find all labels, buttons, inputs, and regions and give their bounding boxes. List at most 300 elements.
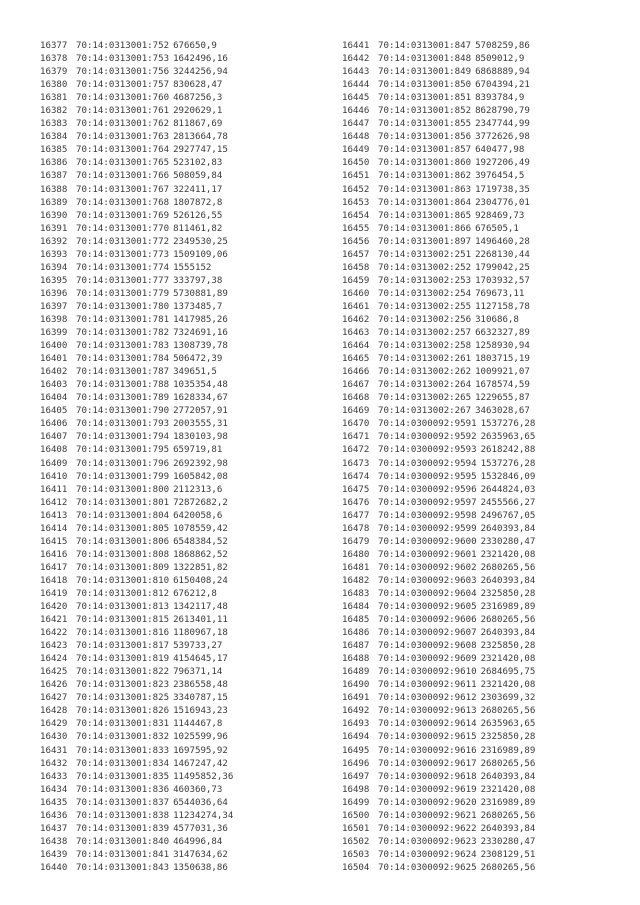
record-number: 16424 <box>40 654 68 665</box>
record-row <box>40 431 233 444</box>
record-value: 4687256,3 <box>173 93 223 104</box>
record-row <box>40 588 233 601</box>
record-row <box>342 862 535 875</box>
cadastral-number: 70:14:0313001:804 <box>76 510 170 521</box>
record-number: 16419 <box>40 588 68 599</box>
record-value: 659719,81 <box>173 445 223 456</box>
cadastral-number: 70:14:0300092:9624 <box>378 849 477 860</box>
record-value: 2680265,56 <box>480 562 536 573</box>
cadastral-number: 70:14:0300092:9591 <box>378 419 477 430</box>
record-number: 16379 <box>40 67 68 78</box>
record-value: 1035354,48 <box>173 380 228 391</box>
record-number: 16466 <box>342 367 370 378</box>
record-row <box>342 79 535 92</box>
record-number: 16502 <box>342 836 370 847</box>
record-number: 16396 <box>40 288 68 299</box>
record-number: 16500 <box>342 810 370 821</box>
record-number: 16482 <box>342 575 370 586</box>
cadastral-number: 70:14:0313001:756 <box>76 67 170 78</box>
record-value: 2349530,25 <box>173 236 228 247</box>
record-row <box>40 53 233 66</box>
cadastral-number: 70:14:0313001:768 <box>76 197 170 208</box>
record-value: 11234274,34 <box>173 810 234 821</box>
record-number: 16449 <box>342 145 370 156</box>
record-row <box>40 210 233 223</box>
cadastral-number: 70:14:0300092:9599 <box>378 523 477 534</box>
record-value: 676505,1 <box>475 223 519 234</box>
record-number: 16411 <box>40 484 68 495</box>
record-row <box>342 745 535 758</box>
cadastral-number: 70:14:0313001:805 <box>76 523 170 534</box>
cadastral-number: 70:14:0300092:9600 <box>378 536 477 547</box>
record-number: 16472 <box>342 445 370 456</box>
record-row <box>342 810 535 823</box>
record-row <box>342 679 535 692</box>
record-value: 1373485,7 <box>173 301 223 312</box>
record-row <box>342 314 535 327</box>
record-row <box>40 771 233 784</box>
cadastral-number: 70:14:0313001:767 <box>76 184 170 195</box>
cadastral-number: 70:14:0313001:816 <box>76 628 170 639</box>
record-value: 6548384,52 <box>173 536 228 547</box>
record-value: 1628334,67 <box>173 393 228 404</box>
record-row <box>40 718 233 731</box>
record-value: 8628790,79 <box>475 106 530 117</box>
record-number: 16432 <box>40 758 68 769</box>
record-value: 811867,69 <box>173 119 223 130</box>
cadastral-number: 70:14:0313001:757 <box>76 80 170 91</box>
record-number: 16383 <box>40 119 68 130</box>
record-value: 2640393,84 <box>480 575 536 586</box>
record-value: 5730881,89 <box>173 288 228 299</box>
record-row <box>40 236 233 249</box>
cadastral-number: 70:14:0300092:9621 <box>378 810 477 821</box>
record-row <box>40 314 233 327</box>
record-value: 1532846,09 <box>480 471 536 482</box>
record-row <box>342 614 535 627</box>
record-value: 2813664,78 <box>173 132 228 143</box>
record-row <box>342 262 535 275</box>
cadastral-number: 70:14:0300092:9620 <box>378 797 477 808</box>
record-value: 333797,38 <box>173 275 223 286</box>
cadastral-number: 70:14:0313001:808 <box>76 549 170 560</box>
cadastral-number: 70:14:0300092:9602 <box>378 562 477 573</box>
record-row <box>342 236 535 249</box>
record-row <box>342 210 535 223</box>
record-row <box>342 301 535 314</box>
record-number: 16404 <box>40 393 68 404</box>
record-number: 16444 <box>342 80 370 91</box>
record-value: 1537276,28 <box>480 458 536 469</box>
record-number: 16400 <box>40 341 68 352</box>
cadastral-number: 70:14:0313001:793 <box>76 419 170 430</box>
record-number: 16415 <box>40 536 68 547</box>
record-row <box>342 627 535 640</box>
cadastral-number: 70:14:0313002:262 <box>378 367 472 378</box>
record-row <box>40 692 233 705</box>
record-number: 16392 <box>40 236 68 247</box>
record-number: 16439 <box>40 849 68 860</box>
cadastral-number: 70:14:0313001:781 <box>76 314 170 325</box>
cadastral-number: 70:14:0300092:9618 <box>378 771 477 782</box>
record-value: 1417985,26 <box>173 314 228 325</box>
record-row <box>40 614 233 627</box>
record-number: 16394 <box>40 262 68 273</box>
cadastral-number: 70:14:0313001:826 <box>76 706 170 717</box>
record-value: 2644824,03 <box>480 484 536 495</box>
cadastral-number: 70:14:0313001:761 <box>76 106 170 117</box>
record-value: 2640393,84 <box>480 771 536 782</box>
record-number: 16460 <box>342 288 370 299</box>
cadastral-number: 70:14:0300092:9613 <box>378 706 477 717</box>
record-row <box>342 118 535 131</box>
cadastral-number: 70:14:0313001:790 <box>76 406 170 417</box>
record-row <box>40 471 233 484</box>
record-value: 2268130,44 <box>475 249 530 260</box>
record-value: 2635963,65 <box>480 719 536 730</box>
record-number: 16467 <box>342 380 370 391</box>
record-value: 2635963,65 <box>480 432 536 443</box>
cadastral-number: 70:14:0313001:794 <box>76 432 170 443</box>
record-number: 16420 <box>40 602 68 613</box>
record-row <box>40 301 233 314</box>
record-number: 16399 <box>40 328 68 339</box>
record-value: 506472,39 <box>173 354 223 365</box>
cadastral-number: 70:14:0313001:856 <box>378 132 472 143</box>
record-number: 16474 <box>342 471 370 482</box>
record-value: 6544036,64 <box>173 797 228 808</box>
record-value: 1605842,08 <box>173 471 228 482</box>
cadastral-number: 70:14:0313002:258 <box>378 341 472 352</box>
record-value: 6632327,89 <box>475 328 530 339</box>
record-number: 16481 <box>342 562 370 573</box>
record-value: 2330280,47 <box>480 536 536 547</box>
record-number: 16401 <box>40 354 68 365</box>
record-value: 1342117,48 <box>173 602 228 613</box>
record-number: 16437 <box>40 823 68 834</box>
cadastral-number: 70:14:0300092:9604 <box>378 588 477 599</box>
cadastral-number: 70:14:0313001:806 <box>76 536 170 547</box>
record-value: 2680265,56 <box>480 758 536 769</box>
record-row <box>342 797 535 810</box>
record-row <box>40 131 233 144</box>
record-value: 676650,9 <box>173 41 217 51</box>
cadastral-number: 70:14:0300092:9607 <box>378 628 477 639</box>
record-row <box>40 745 233 758</box>
record-value: 2321420,08 <box>480 549 536 560</box>
record-number: 16503 <box>342 849 370 860</box>
cadastral-number: 70:14:0313001:819 <box>76 654 170 665</box>
record-number: 16441 <box>342 41 370 51</box>
cadastral-number: 70:14:0313001:810 <box>76 575 170 586</box>
record-row <box>40 118 233 131</box>
record-number: 16485 <box>342 615 370 626</box>
cadastral-number: 70:14:0313001:796 <box>76 458 170 469</box>
record-value: 3976454,5 <box>475 171 525 182</box>
cadastral-number: 70:14:0313001:789 <box>76 393 170 404</box>
record-value: 2321420,08 <box>480 784 536 795</box>
record-value: 1642496,16 <box>173 54 228 65</box>
record-row <box>40 262 233 275</box>
record-number: 16476 <box>342 497 370 508</box>
record-row <box>40 92 233 105</box>
record-number: 16488 <box>342 654 370 665</box>
record-value: 1537276,28 <box>480 419 536 430</box>
cadastral-number: 70:14:0313001:783 <box>76 341 170 352</box>
record-value: 1509109,06 <box>173 249 228 260</box>
record-row <box>342 418 535 431</box>
record-number: 16445 <box>342 93 370 104</box>
cadastral-number: 70:14:0300092:9593 <box>378 445 477 456</box>
record-number: 16407 <box>40 432 68 443</box>
record-row <box>342 66 535 79</box>
record-value: 322411,17 <box>173 184 223 195</box>
record-value: 2640393,84 <box>480 523 536 534</box>
cadastral-number: 70:14:0313001:760 <box>76 93 170 104</box>
cadastral-number: 70:14:0300092:9606 <box>378 615 477 626</box>
record-value: 6420058,6 <box>173 510 223 521</box>
cadastral-number: 70:14:0313001:833 <box>76 745 170 756</box>
record-number: 16410 <box>40 471 68 482</box>
record-number: 16463 <box>342 328 370 339</box>
cadastral-number: 70:14:0300092:9594 <box>378 458 477 469</box>
record-number: 16446 <box>342 106 370 117</box>
record-row <box>40 444 233 457</box>
right-column <box>342 40 535 875</box>
cadastral-number: 70:14:0313001:847 <box>378 41 472 51</box>
cadastral-number: 70:14:0313001:848 <box>378 54 472 65</box>
cadastral-number: 70:14:0313002:257 <box>378 328 472 339</box>
record-value: 526126,55 <box>173 210 223 221</box>
record-value: 3463028,67 <box>475 406 530 417</box>
record-row <box>342 718 535 731</box>
cadastral-number: 70:14:0313001:752 <box>76 41 170 51</box>
record-row <box>40 536 233 549</box>
cadastral-number: 70:14:0300092:9609 <box>378 654 477 665</box>
record-value: 1703932,57 <box>475 275 530 286</box>
record-number: 16454 <box>342 210 370 221</box>
record-value: 2927747,15 <box>173 145 228 156</box>
record-row <box>342 184 535 197</box>
record-value: 811461,82 <box>173 223 223 234</box>
cadastral-number: 70:14:0313001:787 <box>76 367 170 378</box>
record-value: 1009921,07 <box>475 367 530 378</box>
record-number: 16468 <box>342 393 370 404</box>
record-number: 16459 <box>342 275 370 286</box>
cadastral-number: 70:14:0313001:849 <box>378 67 472 78</box>
record-value: 1803715,19 <box>475 354 530 365</box>
record-value: 523102,83 <box>173 158 223 169</box>
record-value: 310686,8 <box>475 314 519 325</box>
record-number: 16433 <box>40 771 68 782</box>
record-row <box>342 157 535 170</box>
cadastral-number: 70:14:0300092:9598 <box>378 510 477 521</box>
record-number: 16405 <box>40 406 68 417</box>
record-value: 2680265,56 <box>480 810 536 821</box>
record-number: 16473 <box>342 458 370 469</box>
record-number: 16496 <box>342 758 370 769</box>
record-value: 460360,73 <box>173 784 223 795</box>
record-row <box>40 405 233 418</box>
record-value: 539733,27 <box>173 641 223 652</box>
record-row <box>342 758 535 771</box>
record-number: 16398 <box>40 314 68 325</box>
record-row <box>342 105 535 118</box>
record-row <box>342 288 535 301</box>
record-row <box>342 379 535 392</box>
record-value: 2640393,84 <box>480 628 536 639</box>
cadastral-number: 70:14:0313001:773 <box>76 249 170 260</box>
record-number: 16478 <box>342 523 370 534</box>
cadastral-number: 70:14:0313001:850 <box>378 80 472 91</box>
cadastral-number: 70:14:0313002:264 <box>378 380 472 391</box>
record-number: 16491 <box>342 693 370 704</box>
cadastral-number: 70:14:0313001:780 <box>76 301 170 312</box>
cadastral-number: 70:14:0300092:9619 <box>378 784 477 795</box>
cadastral-number: 70:14:0313002:251 <box>378 249 472 260</box>
record-number: 16443 <box>342 67 370 78</box>
cadastral-number: 70:14:0313001:800 <box>76 484 170 495</box>
record-number: 16421 <box>40 615 68 626</box>
cadastral-number: 70:14:0300092:9610 <box>378 667 477 678</box>
cadastral-number: 70:14:0313001:841 <box>76 849 170 860</box>
record-value: 5708259,86 <box>475 41 530 51</box>
record-value: 4154645,17 <box>173 654 228 665</box>
record-number: 16402 <box>40 367 68 378</box>
record-value: 2304776,01 <box>475 197 530 208</box>
record-value: 2692392,98 <box>173 458 228 469</box>
cadastral-number: 70:14:0313001:813 <box>76 602 170 613</box>
record-value: 2772057,91 <box>173 406 228 417</box>
cadastral-number: 70:14:0313001:788 <box>76 380 170 391</box>
record-number: 16406 <box>40 419 68 430</box>
record-row <box>40 797 233 810</box>
cadastral-number: 70:14:0313001:822 <box>76 667 170 678</box>
record-row <box>342 823 535 836</box>
record-row <box>342 249 535 262</box>
record-number: 16382 <box>40 106 68 117</box>
cadastral-number: 70:14:0300092:9622 <box>378 823 477 834</box>
record-row <box>342 53 535 66</box>
cadastral-number: 70:14:0300092:9617 <box>378 758 477 769</box>
record-value: 4577031,36 <box>173 823 228 834</box>
record-number: 16381 <box>40 93 68 104</box>
record-number: 16487 <box>342 641 370 652</box>
record-row <box>40 758 233 771</box>
cadastral-number: 70:14:0313001:784 <box>76 354 170 365</box>
record-number: 16414 <box>40 523 68 534</box>
record-number: 16423 <box>40 641 68 652</box>
cadastral-number: 70:14:0313001:832 <box>76 732 170 743</box>
record-row <box>40 523 233 536</box>
cadastral-number: 70:14:0313001:762 <box>76 119 170 130</box>
record-row <box>342 444 535 457</box>
record-value: 1868862,52 <box>173 549 228 560</box>
cadastral-number: 70:14:0313001:766 <box>76 171 170 182</box>
record-value: 508059,84 <box>173 171 223 182</box>
record-row <box>40 823 233 836</box>
cadastral-number: 70:14:0313001:801 <box>76 497 170 508</box>
record-number: 16490 <box>342 680 370 691</box>
record-number: 16465 <box>342 354 370 365</box>
record-value: 7324691,16 <box>173 328 228 339</box>
record-number: 16427 <box>40 693 68 704</box>
cadastral-number: 70:14:0313001:834 <box>76 758 170 769</box>
record-value: 8393784,9 <box>475 93 525 104</box>
cadastral-number: 70:14:0313001:779 <box>76 288 170 299</box>
record-number: 16422 <box>40 628 68 639</box>
record-row <box>342 366 535 379</box>
record-number: 16483 <box>342 588 370 599</box>
record-row <box>40 836 233 849</box>
record-value: 1496460,28 <box>475 236 530 247</box>
record-row <box>342 197 535 210</box>
record-value: 2386558,48 <box>173 680 228 691</box>
record-row <box>40 144 233 157</box>
record-row <box>342 666 535 679</box>
cadastral-number: 70:14:0313001:865 <box>378 210 472 221</box>
record-row <box>342 536 535 549</box>
record-row <box>342 510 535 523</box>
record-row <box>40 79 233 92</box>
record-value: 6150408,24 <box>173 575 228 586</box>
record-number: 16453 <box>342 197 370 208</box>
record-value: 1127158,78 <box>475 301 530 312</box>
cadastral-number: 70:14:0313001:770 <box>76 223 170 234</box>
record-number: 16435 <box>40 797 68 808</box>
cadastral-number: 70:14:0300092:9623 <box>378 836 477 847</box>
record-number: 16494 <box>342 732 370 743</box>
cadastral-number: 70:14:0313001:866 <box>378 223 472 234</box>
record-value: 2325850,28 <box>480 732 536 743</box>
record-row <box>40 66 233 79</box>
record-row <box>342 170 535 183</box>
cadastral-number: 70:14:0313001:863 <box>378 184 472 195</box>
cadastral-number: 70:14:0313001:774 <box>76 262 170 273</box>
record-value: 349651,5 <box>173 367 217 378</box>
record-value: 72872682,2 <box>173 497 228 508</box>
cadastral-number: 70:14:0300092:9605 <box>378 602 477 613</box>
record-row <box>342 40 535 53</box>
record-value: 3772626,98 <box>475 132 530 143</box>
cadastral-number: 70:14:0313001:777 <box>76 275 170 286</box>
cadastral-number: 70:14:0313002:261 <box>378 354 472 365</box>
record-number: 16389 <box>40 197 68 208</box>
record-number: 16492 <box>342 706 370 717</box>
record-value: 676212,8 <box>173 588 217 599</box>
record-value: 2920629,1 <box>173 106 223 117</box>
record-value: 6704394,21 <box>475 80 530 91</box>
cadastral-number: 70:14:0300092:9595 <box>378 471 477 482</box>
record-value: 1697595,92 <box>173 745 228 756</box>
record-number: 16385 <box>40 145 68 156</box>
record-value: 1229655,87 <box>475 393 530 404</box>
record-row <box>40 40 233 53</box>
record-row <box>40 340 233 353</box>
record-value: 2347744,99 <box>475 119 530 130</box>
record-number: 16416 <box>40 549 68 560</box>
cadastral-number: 70:14:0300092:9592 <box>378 432 477 443</box>
record-value: 769673,11 <box>475 288 525 299</box>
record-row <box>342 223 535 236</box>
record-row <box>342 836 535 849</box>
record-number: 16384 <box>40 132 68 143</box>
record-value: 2303699,32 <box>480 693 536 704</box>
record-number: 16434 <box>40 784 68 795</box>
record-row <box>40 418 233 431</box>
record-number: 16409 <box>40 458 68 469</box>
record-value: 1516943,23 <box>173 706 228 717</box>
